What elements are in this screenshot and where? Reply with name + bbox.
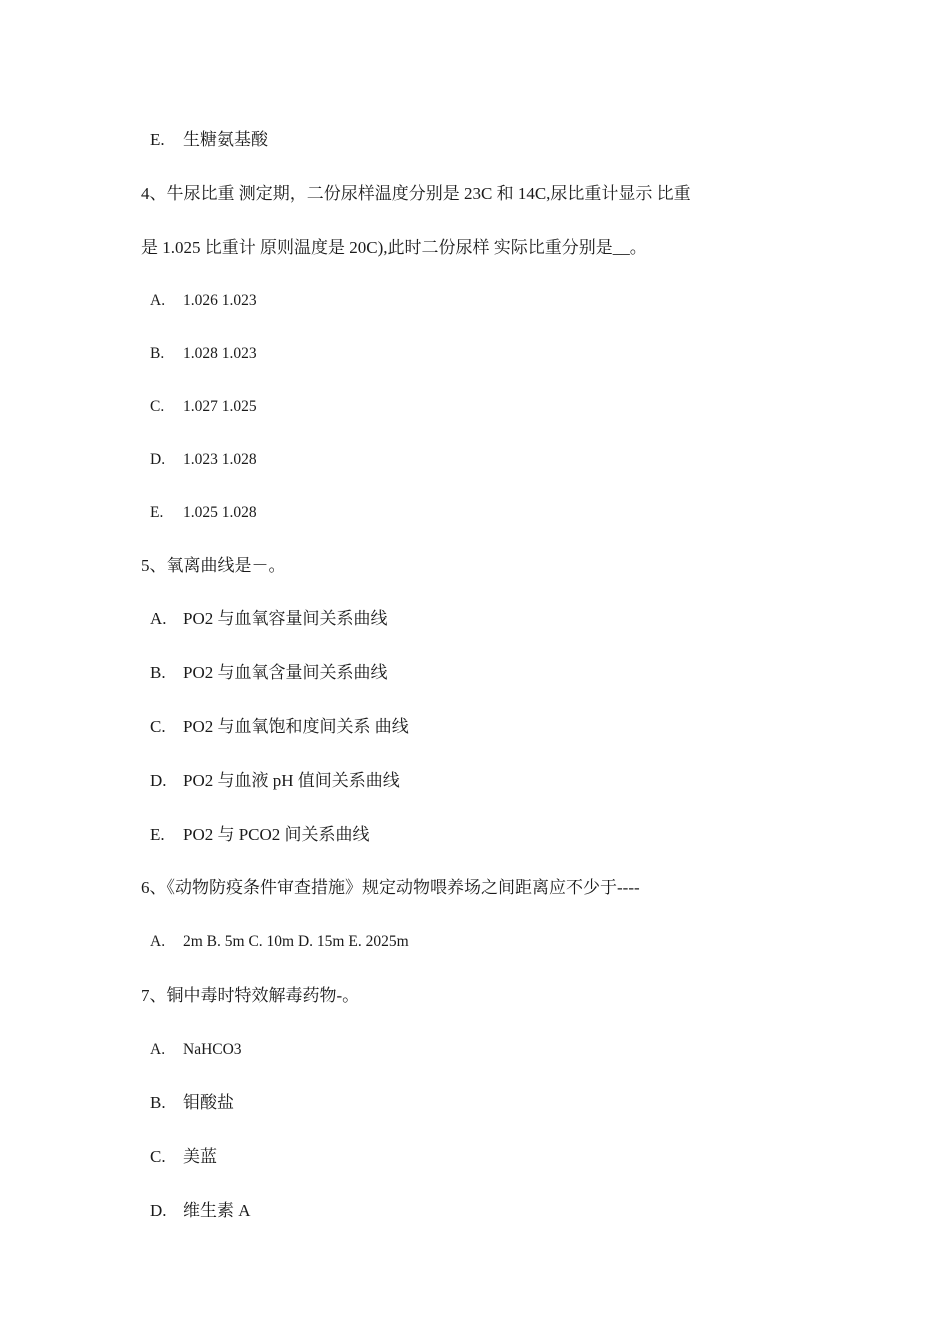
option-text: 钼酸盐 bbox=[183, 1093, 234, 1112]
option-text: 1.023 1.028 bbox=[183, 451, 257, 468]
option-c-q4 bbox=[150, 396, 257, 418]
option-text: 美蓝 bbox=[183, 1147, 217, 1166]
option-letter: A. bbox=[150, 933, 166, 950]
option-c-q5 bbox=[150, 716, 409, 738]
option-text: 维生素 A bbox=[183, 1201, 251, 1220]
option-letter: B. bbox=[150, 345, 165, 362]
option-d-q4 bbox=[150, 449, 257, 471]
option-a-q4 bbox=[150, 290, 257, 312]
option-b-q7 bbox=[150, 1092, 234, 1114]
question-6: 6、《动物防疫条件审查措施》规定动物喂养场之间距离应不少于---- bbox=[141, 878, 640, 897]
option-d-q5 bbox=[150, 770, 400, 792]
option-letter: C. bbox=[150, 717, 166, 736]
option-text: PO2 与血氧饱和度间关系 曲线 bbox=[183, 717, 409, 736]
option-letter: C. bbox=[150, 1147, 166, 1166]
option-text: 1.027 1.025 bbox=[183, 398, 257, 415]
option-text: PO2 与血氧含量间关系曲线 bbox=[183, 663, 388, 682]
option-letter: B. bbox=[150, 1093, 166, 1112]
option-b-q5 bbox=[150, 662, 387, 684]
option-text: 2m B. 5m C. 10m D. 15m E. 2025m bbox=[183, 933, 409, 950]
option-e-q3 bbox=[150, 129, 268, 151]
option-letter: B. bbox=[150, 663, 166, 682]
question-7: 7、铜中毒时特效解毒药物-。 bbox=[141, 986, 360, 1005]
option-letter: C. bbox=[150, 398, 165, 415]
option-b-q4 bbox=[150, 343, 257, 365]
option-e-q5 bbox=[150, 824, 370, 846]
option-letter: A. bbox=[150, 1041, 166, 1058]
option-text: PO2 与 PCO2 间关系曲线 bbox=[183, 825, 370, 844]
option-text: 生糖氨基酸 bbox=[183, 130, 268, 149]
question-5: 5、氧离曲线是－。 bbox=[141, 556, 286, 575]
option-letter: D. bbox=[150, 451, 166, 468]
option-text: PO2 与血氧容量间关系曲线 bbox=[183, 609, 388, 628]
option-line-q6 bbox=[150, 931, 409, 953]
option-letter: E. bbox=[150, 504, 164, 521]
option-text: 1.026 1.023 bbox=[183, 292, 257, 309]
option-text: 1.025 1.028 bbox=[183, 504, 257, 521]
option-letter: E. bbox=[150, 130, 165, 149]
option-letter: D. bbox=[150, 1201, 167, 1220]
option-e-q4 bbox=[150, 502, 257, 524]
option-letter: D. bbox=[150, 771, 167, 790]
option-d-q7 bbox=[150, 1200, 251, 1222]
option-text: PO2 与血液 pH 值间关系曲线 bbox=[183, 771, 400, 790]
option-a-q7 bbox=[150, 1039, 242, 1061]
option-c-q7 bbox=[150, 1146, 217, 1168]
option-a-q5 bbox=[150, 608, 387, 630]
option-letter: A. bbox=[150, 609, 167, 628]
question-4-line-1: 4、牛尿比重 测定期，二份尿样温度分别是 23C 和 14C,尿比重计显示 比重 bbox=[141, 184, 691, 203]
option-letter: A. bbox=[150, 292, 166, 309]
question-4-line-2: 是 1.025 比重计 原则温度是 20C),此时二份尿样 实际比重分别是__。 bbox=[141, 238, 647, 257]
option-text: 1.028 1.023 bbox=[183, 345, 257, 362]
option-text: NaHCO3 bbox=[183, 1041, 242, 1058]
option-letter: E. bbox=[150, 825, 165, 844]
